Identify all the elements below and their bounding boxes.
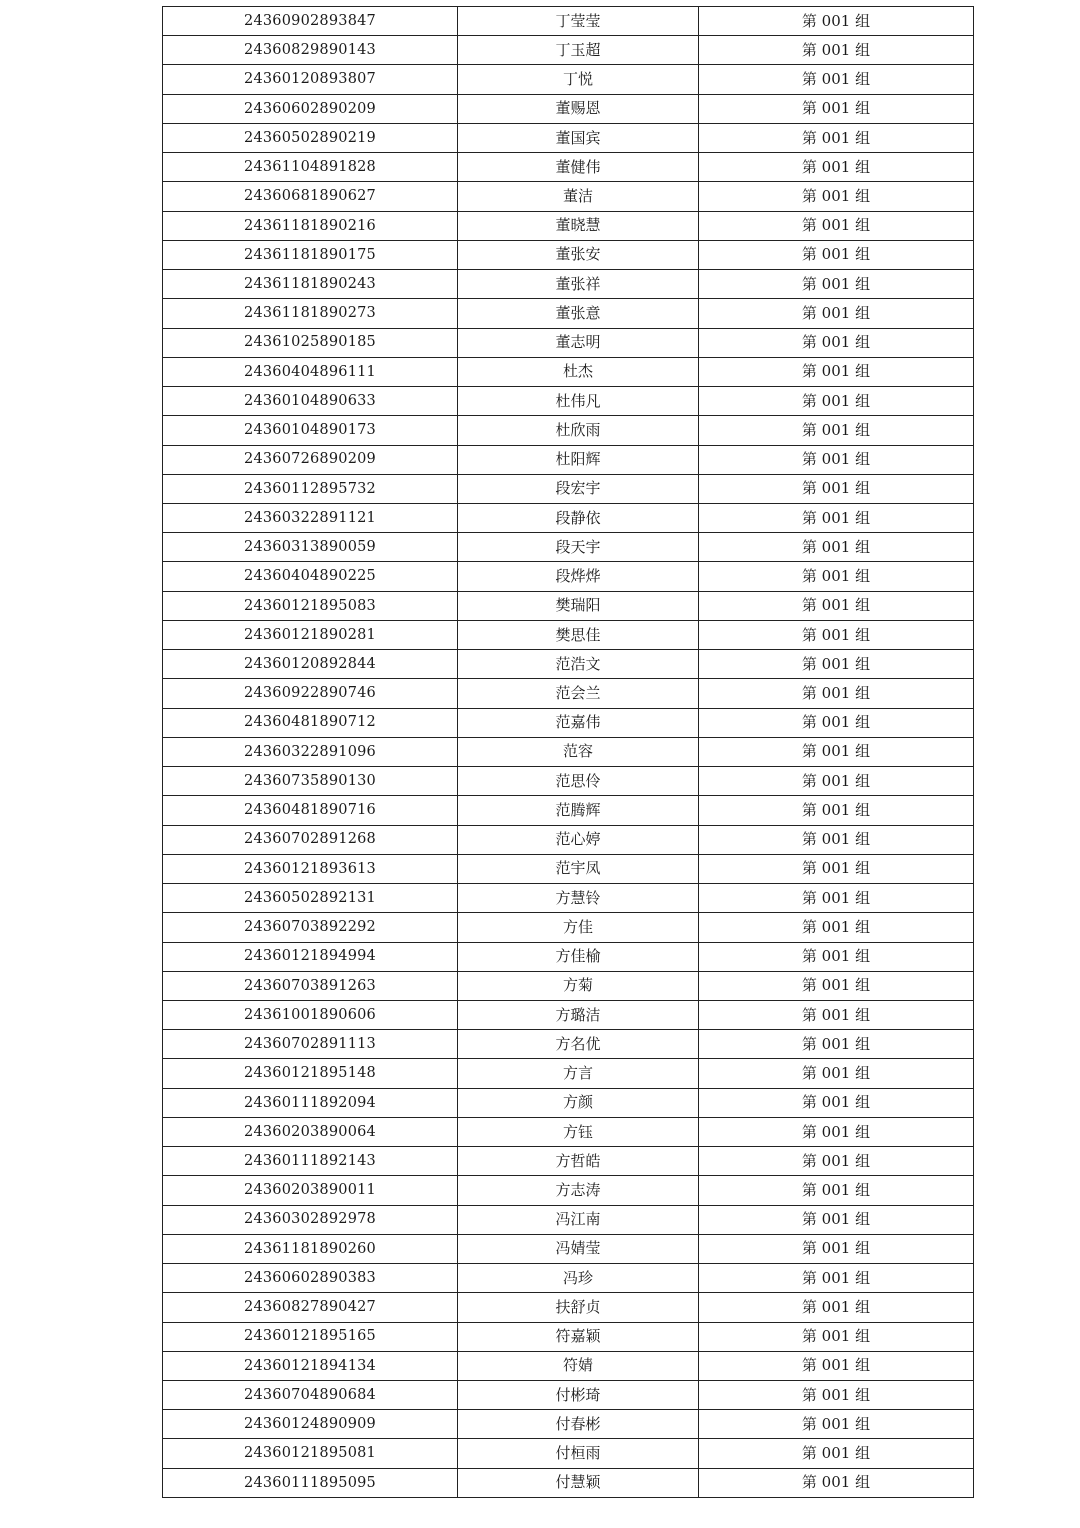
candidate-id-cell: 24360302892978	[163, 1205, 458, 1234]
table-row	[163, 1117, 974, 1146]
group-cell: 第 001 组	[699, 1205, 974, 1234]
candidate-id-cell: 24361181890216	[163, 211, 458, 240]
group-cell: 第 001 组	[699, 942, 974, 971]
candidate-id-cell: 24360703891263	[163, 971, 458, 1000]
table-row	[163, 474, 974, 503]
candidate-name-cell: 段宏宇	[458, 474, 699, 503]
group-cell: 第 001 组	[699, 123, 974, 152]
table-row	[163, 1410, 974, 1439]
group-cell: 第 001 组	[699, 562, 974, 591]
candidate-id-cell: 24361181890243	[163, 270, 458, 299]
candidate-name-cell: 丁玉超	[458, 36, 699, 65]
candidate-name-cell: 杜杰	[458, 357, 699, 386]
candidate-name-cell: 符婧	[458, 1351, 699, 1380]
candidate-name-cell: 方志涛	[458, 1176, 699, 1205]
group-cell: 第 001 组	[699, 387, 974, 416]
candidate-id-cell: 24360681890627	[163, 182, 458, 211]
candidate-id-cell: 24360121895083	[163, 591, 458, 620]
group-cell: 第 001 组	[699, 357, 974, 386]
group-cell: 第 001 组	[699, 825, 974, 854]
candidate-name-cell: 董晓慧	[458, 211, 699, 240]
candidate-id-cell: 24360121894994	[163, 942, 458, 971]
table-row	[163, 737, 974, 766]
table-row	[163, 503, 974, 532]
candidate-name-cell: 冯珍	[458, 1264, 699, 1293]
candidate-name-cell: 方钰	[458, 1117, 699, 1146]
candidate-name-cell: 方佳榆	[458, 942, 699, 971]
table-row	[163, 971, 974, 1000]
group-cell: 第 001 组	[699, 796, 974, 825]
candidate-name-cell: 樊思佳	[458, 620, 699, 649]
group-cell: 第 001 组	[699, 1439, 974, 1468]
candidate-name-cell: 杜伟凡	[458, 387, 699, 416]
group-cell: 第 001 组	[699, 211, 974, 240]
candidate-id-cell: 24361181890175	[163, 240, 458, 269]
candidate-id-cell: 24360602890209	[163, 94, 458, 123]
candidate-name-cell: 范腾辉	[458, 796, 699, 825]
candidate-name-cell: 方菊	[458, 971, 699, 1000]
candidate-name-cell: 冯婧莹	[458, 1234, 699, 1263]
candidate-name-cell: 樊瑞阳	[458, 591, 699, 620]
candidate-name-cell: 方名优	[458, 1030, 699, 1059]
candidate-name-cell: 董国宾	[458, 123, 699, 152]
group-cell: 第 001 组	[699, 1264, 974, 1293]
group-cell: 第 001 组	[699, 1293, 974, 1322]
candidate-name-cell: 方慧铃	[458, 884, 699, 913]
table-row	[163, 1147, 974, 1176]
table-row	[163, 1000, 974, 1029]
group-cell: 第 001 组	[699, 503, 974, 532]
candidate-name-cell: 范浩文	[458, 650, 699, 679]
candidate-id-cell: 24360121893613	[163, 854, 458, 883]
candidate-name-cell: 段烨烨	[458, 562, 699, 591]
table-row	[163, 679, 974, 708]
table-row	[163, 357, 974, 386]
candidate-name-cell: 范会兰	[458, 679, 699, 708]
candidate-name-cell: 方颜	[458, 1088, 699, 1117]
group-cell: 第 001 组	[699, 679, 974, 708]
candidate-id-cell: 24360702891268	[163, 825, 458, 854]
candidate-id-cell: 24360203890011	[163, 1176, 458, 1205]
table-row	[163, 270, 974, 299]
candidate-name-cell: 董健伟	[458, 153, 699, 182]
group-cell: 第 001 组	[699, 328, 974, 357]
table-row	[163, 825, 974, 854]
candidate-name-cell: 董张安	[458, 240, 699, 269]
table-row	[163, 328, 974, 357]
table-row	[163, 1264, 974, 1293]
group-cell: 第 001 组	[699, 416, 974, 445]
table-row	[163, 620, 974, 649]
candidate-id-cell: 24361181890260	[163, 1234, 458, 1263]
table-row	[163, 796, 974, 825]
candidate-name-cell: 董志明	[458, 328, 699, 357]
candidate-id-cell: 24360121895148	[163, 1059, 458, 1088]
candidate-id-cell: 24360121895081	[163, 1439, 458, 1468]
group-cell: 第 001 组	[699, 1381, 974, 1410]
candidate-id-cell: 24360111892143	[163, 1147, 458, 1176]
candidate-name-cell: 丁悦	[458, 65, 699, 94]
group-cell: 第 001 组	[699, 767, 974, 796]
candidate-id-cell: 24360902893847	[163, 7, 458, 36]
table-row	[163, 36, 974, 65]
group-cell: 第 001 组	[699, 884, 974, 913]
group-cell: 第 001 组	[699, 270, 974, 299]
candidate-name-cell: 符嘉颖	[458, 1322, 699, 1351]
candidate-id-cell: 24360703892292	[163, 913, 458, 942]
candidate-id-cell: 24361001890606	[163, 1000, 458, 1029]
table-row	[163, 1381, 974, 1410]
candidate-id-cell: 24360111895095	[163, 1468, 458, 1497]
table-row	[163, 1234, 974, 1263]
candidate-name-cell: 方璐洁	[458, 1000, 699, 1029]
group-cell: 第 001 组	[699, 240, 974, 269]
candidate-id-cell: 24360121890281	[163, 620, 458, 649]
group-cell: 第 001 组	[699, 1088, 974, 1117]
candidate-name-cell: 付春彬	[458, 1410, 699, 1439]
roster-body	[163, 7, 974, 1498]
candidate-id-cell: 24360111892094	[163, 1088, 458, 1117]
candidate-id-cell: 24360827890427	[163, 1293, 458, 1322]
candidate-name-cell: 冯江南	[458, 1205, 699, 1234]
table-row	[163, 1322, 974, 1351]
candidate-name-cell: 付彬琦	[458, 1381, 699, 1410]
group-cell: 第 001 组	[699, 445, 974, 474]
group-cell: 第 001 组	[699, 1468, 974, 1497]
table-row	[163, 650, 974, 679]
table-row	[163, 1176, 974, 1205]
table-row	[163, 1439, 974, 1468]
group-cell: 第 001 组	[699, 1322, 974, 1351]
group-cell: 第 001 组	[699, 474, 974, 503]
candidate-id-cell: 24360112895732	[163, 474, 458, 503]
table-row	[163, 65, 974, 94]
candidate-id-cell: 24360322891121	[163, 503, 458, 532]
candidate-id-cell: 24361025890185	[163, 328, 458, 357]
table-row	[163, 854, 974, 883]
candidate-id-cell: 24361104891828	[163, 153, 458, 182]
candidate-name-cell: 方言	[458, 1059, 699, 1088]
candidate-name-cell: 方佳	[458, 913, 699, 942]
table-row	[163, 299, 974, 328]
group-cell: 第 001 组	[699, 1000, 974, 1029]
group-cell: 第 001 组	[699, 854, 974, 883]
table-row	[163, 1059, 974, 1088]
candidate-name-cell: 丁莹莹	[458, 7, 699, 36]
candidate-id-cell: 24360104890173	[163, 416, 458, 445]
candidate-name-cell: 范心婷	[458, 825, 699, 854]
group-cell: 第 001 组	[699, 533, 974, 562]
group-cell: 第 001 组	[699, 650, 974, 679]
table-row	[163, 94, 974, 123]
table-row	[163, 533, 974, 562]
table-row	[163, 562, 974, 591]
table-row	[163, 211, 974, 240]
candidate-id-cell: 24360702891113	[163, 1030, 458, 1059]
candidate-id-cell: 24360121895165	[163, 1322, 458, 1351]
candidate-id-cell: 24360124890909	[163, 1410, 458, 1439]
candidate-id-cell: 24360120892844	[163, 650, 458, 679]
table-row	[163, 942, 974, 971]
candidate-id-cell: 24360602890383	[163, 1264, 458, 1293]
candidate-name-cell: 范嘉伟	[458, 708, 699, 737]
candidate-name-cell: 段天宇	[458, 533, 699, 562]
group-cell: 第 001 组	[699, 1351, 974, 1380]
group-cell: 第 001 组	[699, 1234, 974, 1263]
table-row	[163, 1088, 974, 1117]
table-row	[163, 153, 974, 182]
candidate-id-cell: 24360104890633	[163, 387, 458, 416]
group-cell: 第 001 组	[699, 1176, 974, 1205]
table-row	[163, 708, 974, 737]
candidate-name-cell: 杜阳辉	[458, 445, 699, 474]
candidate-id-cell: 24360502890219	[163, 123, 458, 152]
candidate-id-cell: 24360502892131	[163, 884, 458, 913]
candidate-id-cell: 24360704890684	[163, 1381, 458, 1410]
candidate-id-cell: 24360481890716	[163, 796, 458, 825]
roster-table	[162, 6, 974, 1498]
candidate-id-cell: 24360735890130	[163, 767, 458, 796]
candidate-name-cell: 扶舒贞	[458, 1293, 699, 1322]
candidate-id-cell: 24360829890143	[163, 36, 458, 65]
table-row	[163, 1468, 974, 1497]
group-cell: 第 001 组	[699, 299, 974, 328]
candidate-name-cell: 董洁	[458, 182, 699, 211]
candidate-name-cell: 付慧颖	[458, 1468, 699, 1497]
group-cell: 第 001 组	[699, 1147, 974, 1176]
group-cell: 第 001 组	[699, 7, 974, 36]
group-cell: 第 001 组	[699, 1030, 974, 1059]
candidate-name-cell: 付桓雨	[458, 1439, 699, 1468]
candidate-name-cell: 范思伶	[458, 767, 699, 796]
candidate-id-cell: 24360203890064	[163, 1117, 458, 1146]
group-cell: 第 001 组	[699, 591, 974, 620]
table-row	[163, 1351, 974, 1380]
table-row	[163, 387, 974, 416]
table-row	[163, 123, 974, 152]
table-row	[163, 416, 974, 445]
candidate-id-cell: 24360322891096	[163, 737, 458, 766]
table-row	[163, 913, 974, 942]
candidate-name-cell: 方哲皓	[458, 1147, 699, 1176]
candidate-name-cell: 范宇凤	[458, 854, 699, 883]
candidate-id-cell: 24361181890273	[163, 299, 458, 328]
group-cell: 第 001 组	[699, 1410, 974, 1439]
table-row	[163, 1030, 974, 1059]
candidate-name-cell: 董赐恩	[458, 94, 699, 123]
group-cell: 第 001 组	[699, 971, 974, 1000]
candidate-name-cell: 段静依	[458, 503, 699, 532]
group-cell: 第 001 组	[699, 153, 974, 182]
candidate-name-cell: 范容	[458, 737, 699, 766]
table-row	[163, 1293, 974, 1322]
candidate-id-cell: 24360120893807	[163, 65, 458, 94]
group-cell: 第 001 组	[699, 182, 974, 211]
candidate-id-cell: 24360404890225	[163, 562, 458, 591]
candidate-id-cell: 24360404896111	[163, 357, 458, 386]
table-row	[163, 884, 974, 913]
table-row	[163, 1205, 974, 1234]
candidate-id-cell: 24360922890746	[163, 679, 458, 708]
candidate-id-cell: 24360481890712	[163, 708, 458, 737]
table-row	[163, 240, 974, 269]
group-cell: 第 001 组	[699, 94, 974, 123]
candidate-name-cell: 杜欣雨	[458, 416, 699, 445]
candidate-name-cell: 董张祥	[458, 270, 699, 299]
table-row	[163, 182, 974, 211]
group-cell: 第 001 组	[699, 620, 974, 649]
candidate-id-cell: 24360726890209	[163, 445, 458, 474]
group-cell: 第 001 组	[699, 65, 974, 94]
group-cell: 第 001 组	[699, 708, 974, 737]
candidate-id-cell: 24360121894134	[163, 1351, 458, 1380]
group-cell: 第 001 组	[699, 737, 974, 766]
candidate-id-cell: 24360313890059	[163, 533, 458, 562]
table-row	[163, 7, 974, 36]
group-cell: 第 001 组	[699, 1117, 974, 1146]
table-row	[163, 767, 974, 796]
table-row	[163, 445, 974, 474]
table-row	[163, 591, 974, 620]
group-cell: 第 001 组	[699, 36, 974, 65]
candidate-name-cell: 董张意	[458, 299, 699, 328]
group-cell: 第 001 组	[699, 913, 974, 942]
group-cell: 第 001 组	[699, 1059, 974, 1088]
